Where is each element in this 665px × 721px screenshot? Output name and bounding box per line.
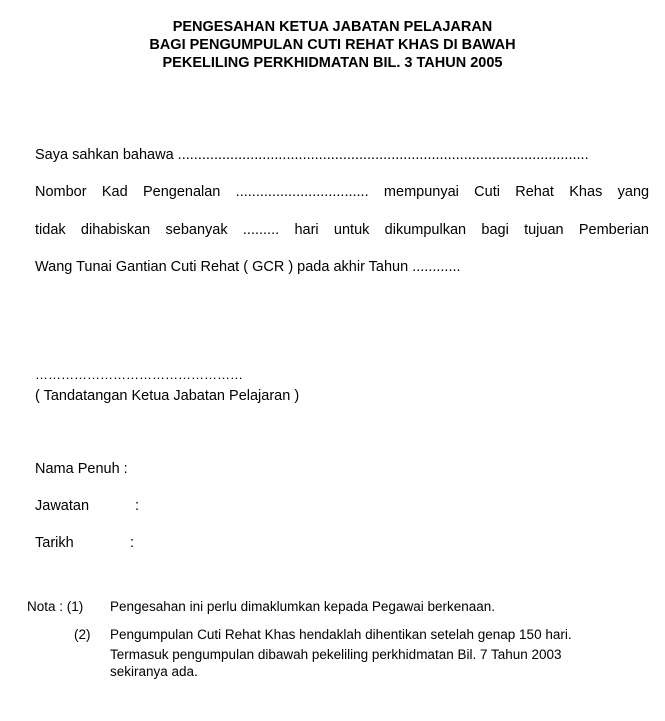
body-line-2: Nombor Kad Pengenalan ................................. mempunyai Cuti Rehat Khas yang: [35, 184, 650, 200]
document-title: [0, 18, 665, 72]
title-line-3: PEKELILING PERKHIDMATAN BIL. 3 TAHUN 2005: [162, 55, 503, 71]
nota-item-1: Pengesahan ini perlu dimaklumkan kepada Pegawai berkenaan.: [110, 599, 496, 614]
jawatan-colon: :: [135, 498, 140, 514]
nota-item-2-line-1: Pengumpulan Cuti Rehat Khas hendaklah dihentikan setelah genap 150 hari.: [110, 627, 572, 642]
title-line-2: BAGI PENGUMPULAN CUTI REHAT KHAS DI BAWAH: [149, 37, 516, 53]
signature-line: …………………………………………: [35, 367, 243, 382]
tarikh-label: Tarikh: [35, 535, 74, 551]
title-line-1: PENGESAHAN KETUA JABATAN PELAJARAN: [172, 19, 493, 35]
body-line-1: Saya sahkan bahawa ......................................................................................................: [35, 147, 589, 163]
body-line-4: Wang Tunai Gantian Cuti Rehat ( GCR ) pada akhir Tahun ............: [35, 259, 461, 275]
nota-item-2-line-3: sekiranya ada.: [110, 664, 198, 679]
body-line-3: tidak dihabiskan sebanyak ......... hari untuk dikumpulkan bagi tujuan Pemberian: [35, 222, 649, 238]
signature-label: ( Tandatangan Ketua Jabatan Pelajaran ): [35, 388, 300, 404]
nota-number-2: (2): [74, 627, 91, 642]
nama-penuh-label: Nama Penuh :: [35, 461, 128, 477]
nota-prefix: Nota : (1): [27, 599, 84, 614]
jawatan-label: Jawatan: [35, 498, 90, 514]
tarikh-colon: :: [130, 535, 135, 551]
nota-item-2-line-2: Termasuk pengumpulan dibawah pekeliling perkhidmatan Bil. 7 Tahun 2003: [110, 647, 562, 662]
